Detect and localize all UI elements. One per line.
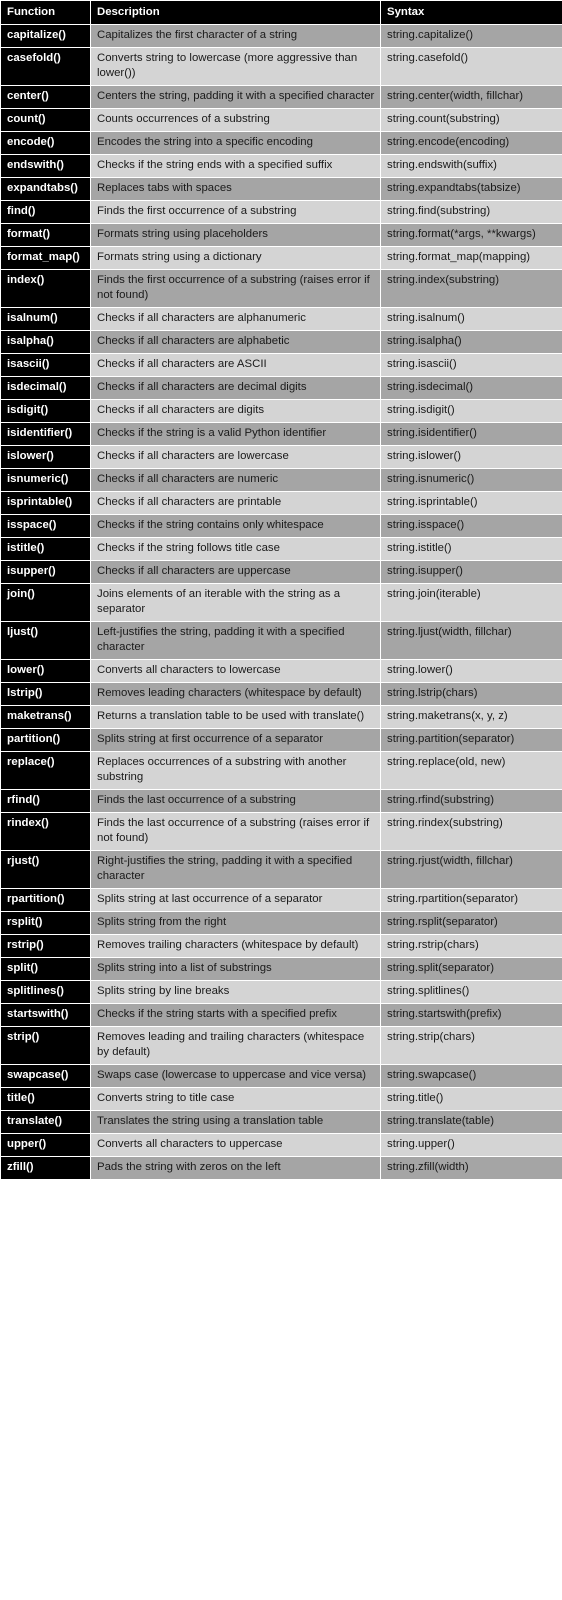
function-cell: isalpha() <box>1 331 91 354</box>
syntax-cell: string.rjust(width, fillchar) <box>381 851 562 889</box>
table-row <box>1 1065 562 1088</box>
description-cell: Joins elements of an iterable with the string as a separator <box>91 584 381 622</box>
syntax-cell: string.isspace() <box>381 515 562 538</box>
description-cell: Counts occurrences of a substring <box>91 109 381 132</box>
description-cell: Returns a translation table to be used with translate() <box>91 706 381 729</box>
description-cell: Checks if all characters are printable <box>91 492 381 515</box>
syntax-cell: string.count(substring) <box>381 109 562 132</box>
table-row <box>1 1157 562 1180</box>
table-row <box>1 683 562 706</box>
syntax-cell: string.split(separator) <box>381 958 562 981</box>
description-cell: Checks if all characters are uppercase <box>91 561 381 584</box>
syntax-cell: string.endswith(suffix) <box>381 155 562 178</box>
function-cell: splitlines() <box>1 981 91 1004</box>
table-row <box>1 981 562 1004</box>
syntax-cell: string.replace(old, new) <box>381 752 562 790</box>
description-cell: Splits string from the right <box>91 912 381 935</box>
table-row <box>1 446 562 469</box>
function-cell: isidentifier() <box>1 423 91 446</box>
syntax-cell: string.isprintable() <box>381 492 562 515</box>
syntax-cell: string.casefold() <box>381 48 562 86</box>
function-cell: split() <box>1 958 91 981</box>
syntax-cell: string.islower() <box>381 446 562 469</box>
syntax-cell: string.istitle() <box>381 538 562 561</box>
function-cell: translate() <box>1 1111 91 1134</box>
description-cell: Replaces occurrences of a substring with another substring <box>91 752 381 790</box>
table-row <box>1 270 562 308</box>
syntax-cell: string.rsplit(separator) <box>381 912 562 935</box>
function-cell: startswith() <box>1 1004 91 1027</box>
function-cell: zfill() <box>1 1157 91 1180</box>
table-row <box>1 912 562 935</box>
table-row <box>1 515 562 538</box>
table-row <box>1 1027 562 1065</box>
table-row <box>1 224 562 247</box>
function-cell: isspace() <box>1 515 91 538</box>
header-function: Function <box>1 1 91 25</box>
syntax-cell: string.lower() <box>381 660 562 683</box>
table-row <box>1 889 562 912</box>
table-row <box>1 423 562 446</box>
function-cell: lower() <box>1 660 91 683</box>
function-cell: format() <box>1 224 91 247</box>
description-cell: Removes leading and trailing characters (whitespace by default) <box>91 1027 381 1065</box>
description-cell: Checks if the string starts with a specified prefix <box>91 1004 381 1027</box>
function-cell: find() <box>1 201 91 224</box>
function-cell: maketrans() <box>1 706 91 729</box>
function-cell: count() <box>1 109 91 132</box>
description-cell: Formats string using placeholders <box>91 224 381 247</box>
syntax-cell: string.zfill(width) <box>381 1157 562 1180</box>
function-cell: title() <box>1 1088 91 1111</box>
function-cell: istitle() <box>1 538 91 561</box>
function-cell: casefold() <box>1 48 91 86</box>
syntax-cell: string.title() <box>381 1088 562 1111</box>
description-cell: Checks if all characters are digits <box>91 400 381 423</box>
syntax-cell: string.strip(chars) <box>381 1027 562 1065</box>
description-cell: Converts string to title case <box>91 1088 381 1111</box>
description-cell: Splits string into a list of substrings <box>91 958 381 981</box>
function-cell: format_map() <box>1 247 91 270</box>
syntax-cell: string.isalpha() <box>381 331 562 354</box>
syntax-cell: string.rstrip(chars) <box>381 935 562 958</box>
table-row <box>1 1004 562 1027</box>
syntax-cell: string.isupper() <box>381 561 562 584</box>
syntax-cell: string.isdecimal() <box>381 377 562 400</box>
description-cell: Finds the first occurrence of a substring <box>91 201 381 224</box>
table-row <box>1 813 562 851</box>
description-cell: Converts all characters to uppercase <box>91 1134 381 1157</box>
table-row <box>1 790 562 813</box>
function-cell: isupper() <box>1 561 91 584</box>
syntax-cell: string.rindex(substring) <box>381 813 562 851</box>
description-cell: Swaps case (lowercase to uppercase and vice versa) <box>91 1065 381 1088</box>
function-cell: swapcase() <box>1 1065 91 1088</box>
description-cell: Centers the string, padding it with a specified character <box>91 86 381 109</box>
table-header <box>1 1 562 25</box>
function-cell: islower() <box>1 446 91 469</box>
description-cell: Checks if all characters are ASCII <box>91 354 381 377</box>
table-row <box>1 1134 562 1157</box>
table-row <box>1 48 562 86</box>
table-row <box>1 935 562 958</box>
syntax-cell: string.encode(encoding) <box>381 132 562 155</box>
function-cell: capitalize() <box>1 25 91 48</box>
syntax-cell: string.rfind(substring) <box>381 790 562 813</box>
table-body <box>1 25 562 1180</box>
table-row <box>1 729 562 752</box>
table-row <box>1 155 562 178</box>
function-cell: center() <box>1 86 91 109</box>
syntax-cell: string.find(substring) <box>381 201 562 224</box>
header-row <box>1 1 562 25</box>
function-cell: partition() <box>1 729 91 752</box>
function-cell: isdecimal() <box>1 377 91 400</box>
function-cell: rindex() <box>1 813 91 851</box>
description-cell: Splits string at last occurrence of a separator <box>91 889 381 912</box>
function-cell: isnumeric() <box>1 469 91 492</box>
function-cell: rstrip() <box>1 935 91 958</box>
description-cell: Checks if all characters are alphabetic <box>91 331 381 354</box>
table-row <box>1 247 562 270</box>
syntax-cell: string.isidentifier() <box>381 423 562 446</box>
description-cell: Removes trailing characters (whitespace by default) <box>91 935 381 958</box>
function-cell: rsplit() <box>1 912 91 935</box>
table-row <box>1 469 562 492</box>
syntax-cell: string.isalnum() <box>381 308 562 331</box>
description-cell: Splits string by line breaks <box>91 981 381 1004</box>
table-row <box>1 201 562 224</box>
syntax-cell: string.join(iterable) <box>381 584 562 622</box>
table-row <box>1 584 562 622</box>
description-cell: Converts all characters to lowercase <box>91 660 381 683</box>
syntax-cell: string.lstrip(chars) <box>381 683 562 706</box>
table-row <box>1 109 562 132</box>
syntax-cell: string.isascii() <box>381 354 562 377</box>
table-row <box>1 178 562 201</box>
description-cell: Replaces tabs with spaces <box>91 178 381 201</box>
function-cell: rfind() <box>1 790 91 813</box>
syntax-cell: string.isnumeric() <box>381 469 562 492</box>
function-cell: strip() <box>1 1027 91 1065</box>
header-syntax: Syntax <box>381 1 562 25</box>
syntax-cell: string.center(width, fillchar) <box>381 86 562 109</box>
function-cell: expandtabs() <box>1 178 91 201</box>
function-cell: isprintable() <box>1 492 91 515</box>
syntax-cell: string.format_map(mapping) <box>381 247 562 270</box>
table-row <box>1 354 562 377</box>
syntax-cell: string.swapcase() <box>381 1065 562 1088</box>
syntax-cell: string.format(*args, **kwargs) <box>381 224 562 247</box>
syntax-cell: string.translate(table) <box>381 1111 562 1134</box>
syntax-cell: string.partition(separator) <box>381 729 562 752</box>
syntax-cell: string.startswith(prefix) <box>381 1004 562 1027</box>
description-cell: Checks if all characters are decimal digits <box>91 377 381 400</box>
description-cell: Checks if the string ends with a specified suffix <box>91 155 381 178</box>
syntax-cell: string.expandtabs(tabsize) <box>381 178 562 201</box>
function-cell: replace() <box>1 752 91 790</box>
syntax-cell: string.splitlines() <box>381 981 562 1004</box>
description-cell: Checks if the string follows title case <box>91 538 381 561</box>
description-cell: Checks if the string is a valid Python identifier <box>91 423 381 446</box>
function-cell: upper() <box>1 1134 91 1157</box>
description-cell: Checks if all characters are alphanumeric <box>91 308 381 331</box>
description-cell: Converts string to lowercase (more aggressive than lower()) <box>91 48 381 86</box>
table-row <box>1 851 562 889</box>
table-row <box>1 308 562 331</box>
table-row <box>1 622 562 660</box>
syntax-cell: string.maketrans(x, y, z) <box>381 706 562 729</box>
table-row <box>1 660 562 683</box>
description-cell: Finds the last occurrence of a substring (raises error if not found) <box>91 813 381 851</box>
table-row <box>1 1111 562 1134</box>
table-row <box>1 400 562 423</box>
description-cell: Formats string using a dictionary <box>91 247 381 270</box>
function-cell: index() <box>1 270 91 308</box>
table-row <box>1 377 562 400</box>
function-cell: lstrip() <box>1 683 91 706</box>
description-cell: Right-justifies the string, padding it with a specified character <box>91 851 381 889</box>
table-row <box>1 331 562 354</box>
syntax-cell: string.capitalize() <box>381 25 562 48</box>
table-row <box>1 706 562 729</box>
description-cell: Splits string at first occurrence of a separator <box>91 729 381 752</box>
function-cell: endswith() <box>1 155 91 178</box>
function-cell: isascii() <box>1 354 91 377</box>
description-cell: Pads the string with zeros on the left <box>91 1157 381 1180</box>
table-row <box>1 86 562 109</box>
table-row <box>1 132 562 155</box>
table-row <box>1 538 562 561</box>
function-cell: encode() <box>1 132 91 155</box>
table-row <box>1 958 562 981</box>
syntax-cell: string.rpartition(separator) <box>381 889 562 912</box>
description-cell: Translates the string using a translation table <box>91 1111 381 1134</box>
function-cell: rpartition() <box>1 889 91 912</box>
description-cell: Checks if all characters are numeric <box>91 469 381 492</box>
table-row <box>1 752 562 790</box>
description-cell: Checks if the string contains only whitespace <box>91 515 381 538</box>
syntax-cell: string.index(substring) <box>381 270 562 308</box>
table-row <box>1 492 562 515</box>
table-row <box>1 1088 562 1111</box>
description-cell: Encodes the string into a specific encoding <box>91 132 381 155</box>
function-cell: isalnum() <box>1 308 91 331</box>
syntax-cell: string.ljust(width, fillchar) <box>381 622 562 660</box>
description-cell: Checks if all characters are lowercase <box>91 446 381 469</box>
syntax-cell: string.upper() <box>381 1134 562 1157</box>
function-cell: join() <box>1 584 91 622</box>
table-row <box>1 25 562 48</box>
header-description: Description <box>91 1 381 25</box>
description-cell: Left-justifies the string, padding it with a specified character <box>91 622 381 660</box>
function-cell: ljust() <box>1 622 91 660</box>
description-cell: Capitalizes the first character of a string <box>91 25 381 48</box>
table-row <box>1 561 562 584</box>
description-cell: Finds the last occurrence of a substring <box>91 790 381 813</box>
function-cell: rjust() <box>1 851 91 889</box>
description-cell: Removes leading characters (whitespace by default) <box>91 683 381 706</box>
syntax-cell: string.isdigit() <box>381 400 562 423</box>
description-cell: Finds the first occurrence of a substring (raises error if not found) <box>91 270 381 308</box>
function-cell: isdigit() <box>1 400 91 423</box>
